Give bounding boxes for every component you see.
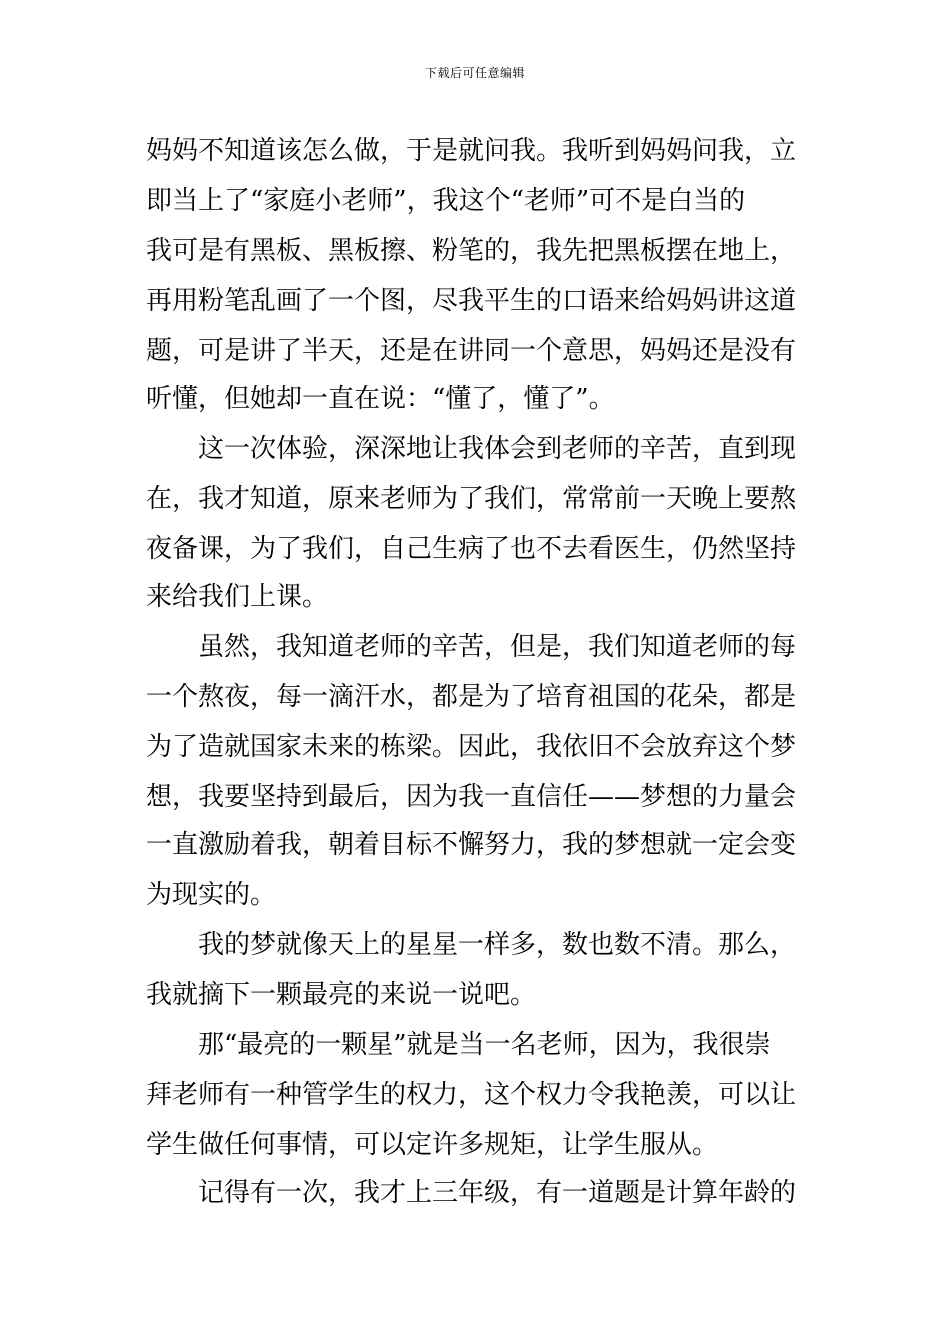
text-line: 虽然，我知道老师的辛苦，但是，我们知道老师的每: [198, 632, 797, 662]
text-line: 学生做任何事情，可以定许多规矩，让学生服从。: [146, 1130, 719, 1160]
text-line: 这一次体验，深深地让我体会到老师的辛苦，直到现: [198, 434, 797, 464]
text-line: 我可是有黑板、黑板擦、粉笔的，我先把黑板摆在地上，: [146, 236, 797, 266]
text-line: 即当上了“家庭小老师”，我这个“老师”可不是白当的: [146, 186, 746, 216]
text-line: 为了造就国家未来的栋梁。因此，我依旧不会放弃这个梦: [146, 732, 797, 762]
page-header: 下载后可任意编辑: [424, 66, 525, 80]
text-line: 来给我们上课。: [146, 582, 329, 612]
text-line: 题，可是讲了半天，还是在讲同一个意思，妈妈还是没有: [146, 336, 797, 366]
text-line: 一直激励着我，朝着目标不懈努力，我的梦想就一定会变: [146, 830, 797, 860]
text-line: 我的梦就像天上的星星一样多，数也数不清。那么，: [198, 930, 797, 960]
text-line: 我就摘下一颗最亮的来说一说吧。: [146, 980, 537, 1010]
text-line: 一个熬夜，每一滴汗水，都是为了培育祖国的花朵，都是: [146, 682, 797, 712]
text-line: 听懂，但她却一直在说：“懂了，懂了”。: [146, 384, 615, 414]
text-line: 想，我要坚持到最后，因为我一直信任——梦想的力量会: [146, 782, 797, 812]
text-line: 妈妈不知道该怎么做，于是就问我。我听到妈妈问我，立: [146, 136, 797, 166]
text-line: 夜备课，为了我们，自己生病了也不去看医生，仍然坚持: [146, 534, 797, 564]
text-line: 记得有一次，我才上三年级，有一道题是计算年龄的: [198, 1178, 797, 1208]
text-line: 为现实的。: [146, 880, 277, 910]
text-line: 在，我才知道，原来老师为了我们，常常前一天晚上要熬: [146, 484, 797, 514]
text-line: 再用粉笔乱画了一个图，尽我平生的口语来给妈妈讲这道: [146, 286, 797, 316]
text-line: 那“最亮的一颗星”就是当一名老师，因为，我很崇: [198, 1030, 771, 1060]
text-line: 拜老师有一种管学生的权力，这个权力令我艳羡，可以让: [146, 1080, 797, 1110]
